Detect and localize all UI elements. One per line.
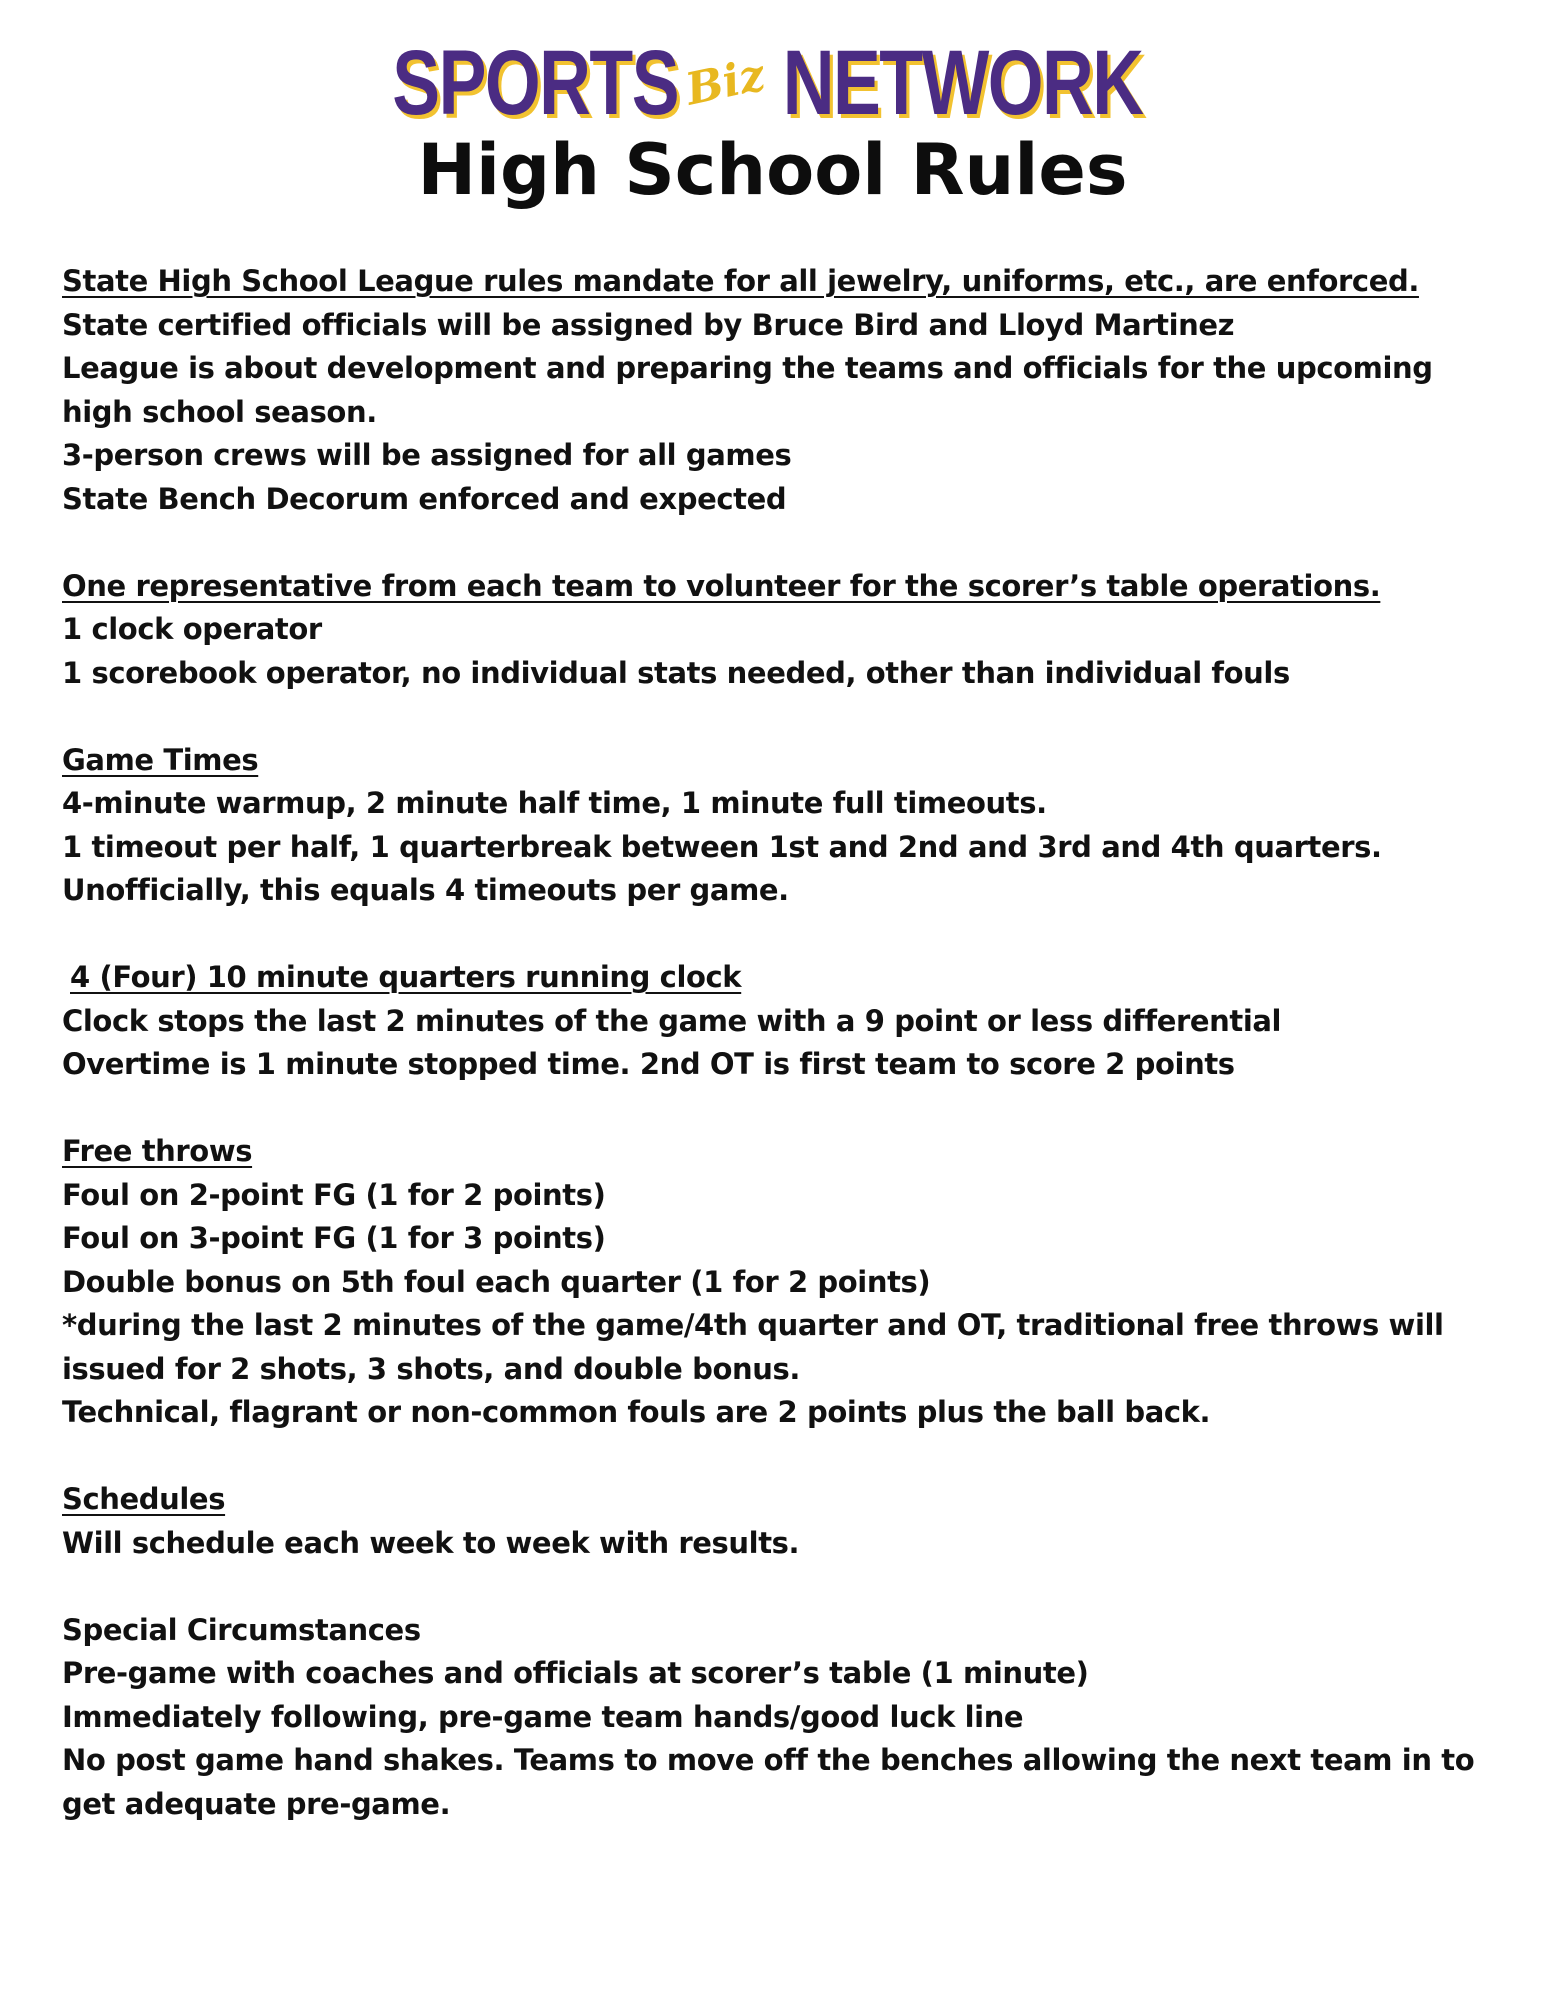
section-heading: Game Times <box>62 742 259 777</box>
section-heading: 4 (Four) 10 minute quarters running clock <box>70 960 742 994</box>
section-free-throws <box>62 1130 1492 1435</box>
rule-line: Immediately following, pre-game team hands/good luck line <box>62 1699 1024 1734</box>
section-heading-wrap <box>62 956 1492 1000</box>
rule-line: 1 timeout per half, 1 quarterbreak between 1st and 2nd and 3rd and 4th quarters. <box>62 829 1382 864</box>
section-game-times <box>62 739 1492 913</box>
section-heading: Schedules <box>62 1482 226 1516</box>
section-scorers-table <box>62 565 1492 696</box>
section-quarters <box>62 956 1492 1087</box>
rule-line: Clock stops the last 2 minutes of the game with a 9 point or less differential <box>62 1003 1282 1038</box>
section-spacer <box>62 521 1492 565</box>
logo-word-biz: Biz <box>681 49 769 116</box>
sports-biz-network-logo <box>0 28 1545 134</box>
rule-line: Foul on 3-point FG (1 for 3 points) <box>62 1221 606 1255</box>
section-special-circumstances <box>62 1609 1492 1827</box>
rule-line: 3-person crews will be assigned for all games <box>62 438 792 472</box>
rule-line: Technical, flagrant or non-common fouls are 2 points plus the ball back. <box>62 1395 1211 1429</box>
rule-line: Pre-game with coaches and officials at scorer’s table (1 minute) <box>62 1656 1089 1690</box>
section-spacer <box>62 1565 1492 1609</box>
rule-line: Foul on 2-point FG (1 for 2 points) <box>62 1177 606 1212</box>
section-heading: Free throws <box>62 1134 253 1168</box>
rule-line: No post game hand shakes. Teams to move off the benches allowing the next team in to get adequate pre-game. <box>62 1743 1475 1821</box>
section-spacer <box>62 695 1492 739</box>
rule-line: 1 clock operator <box>62 612 322 646</box>
rules-content <box>62 260 1492 1826</box>
section-spacer <box>62 1087 1492 1131</box>
section-schedules <box>62 1478 1492 1565</box>
page-title: High School Rules <box>417 129 1128 211</box>
rule-line: Unofficially, this equals 4 timeouts per game. <box>62 873 789 907</box>
section-league-rules <box>62 260 1492 521</box>
rule-line: State Bench Decorum enforced and expected <box>62 481 787 516</box>
rule-line: League is about development and preparing the teams and officials for the upcoming high school season. <box>62 351 1433 429</box>
section-heading: One representative from each team to volunteer for the scorer’s table operations. <box>62 568 1381 603</box>
rule-line: 1 scorebook operator, no individual stats needed, other than individual fouls <box>62 655 1290 690</box>
rule-line: Will schedule each week to week with results. <box>62 1525 800 1560</box>
logo-word-sports: SPORTS <box>391 31 678 134</box>
rule-line: 4-minute warmup, 2 minute half time, 1 minute full timeouts. <box>62 786 1047 820</box>
logo-word-network: NETWORK <box>782 31 1143 134</box>
rule-line: *during the last 2 minutes of the game/4th quarter and OT, traditional free throws will issued for 2 shots, 3 shots, and double bonus. <box>62 1308 1444 1386</box>
rule-line: Overtime is 1 minute stopped time. 2nd OT is first team to score 2 points <box>62 1047 1235 1081</box>
section-heading: Special Circumstances <box>62 1612 421 1647</box>
rule-line: State certified officials will be assigned by Bruce Bird and Lloyd Martinez <box>62 307 1235 342</box>
section-spacer <box>62 913 1492 957</box>
rule-line: Double bonus on 5th foul each quarter (1 for 2 points) <box>62 1264 931 1299</box>
section-spacer <box>62 1435 1492 1479</box>
section-heading: State High School League rules mandate for all jewelry, uniforms, etc., are enforced. <box>62 264 1419 298</box>
